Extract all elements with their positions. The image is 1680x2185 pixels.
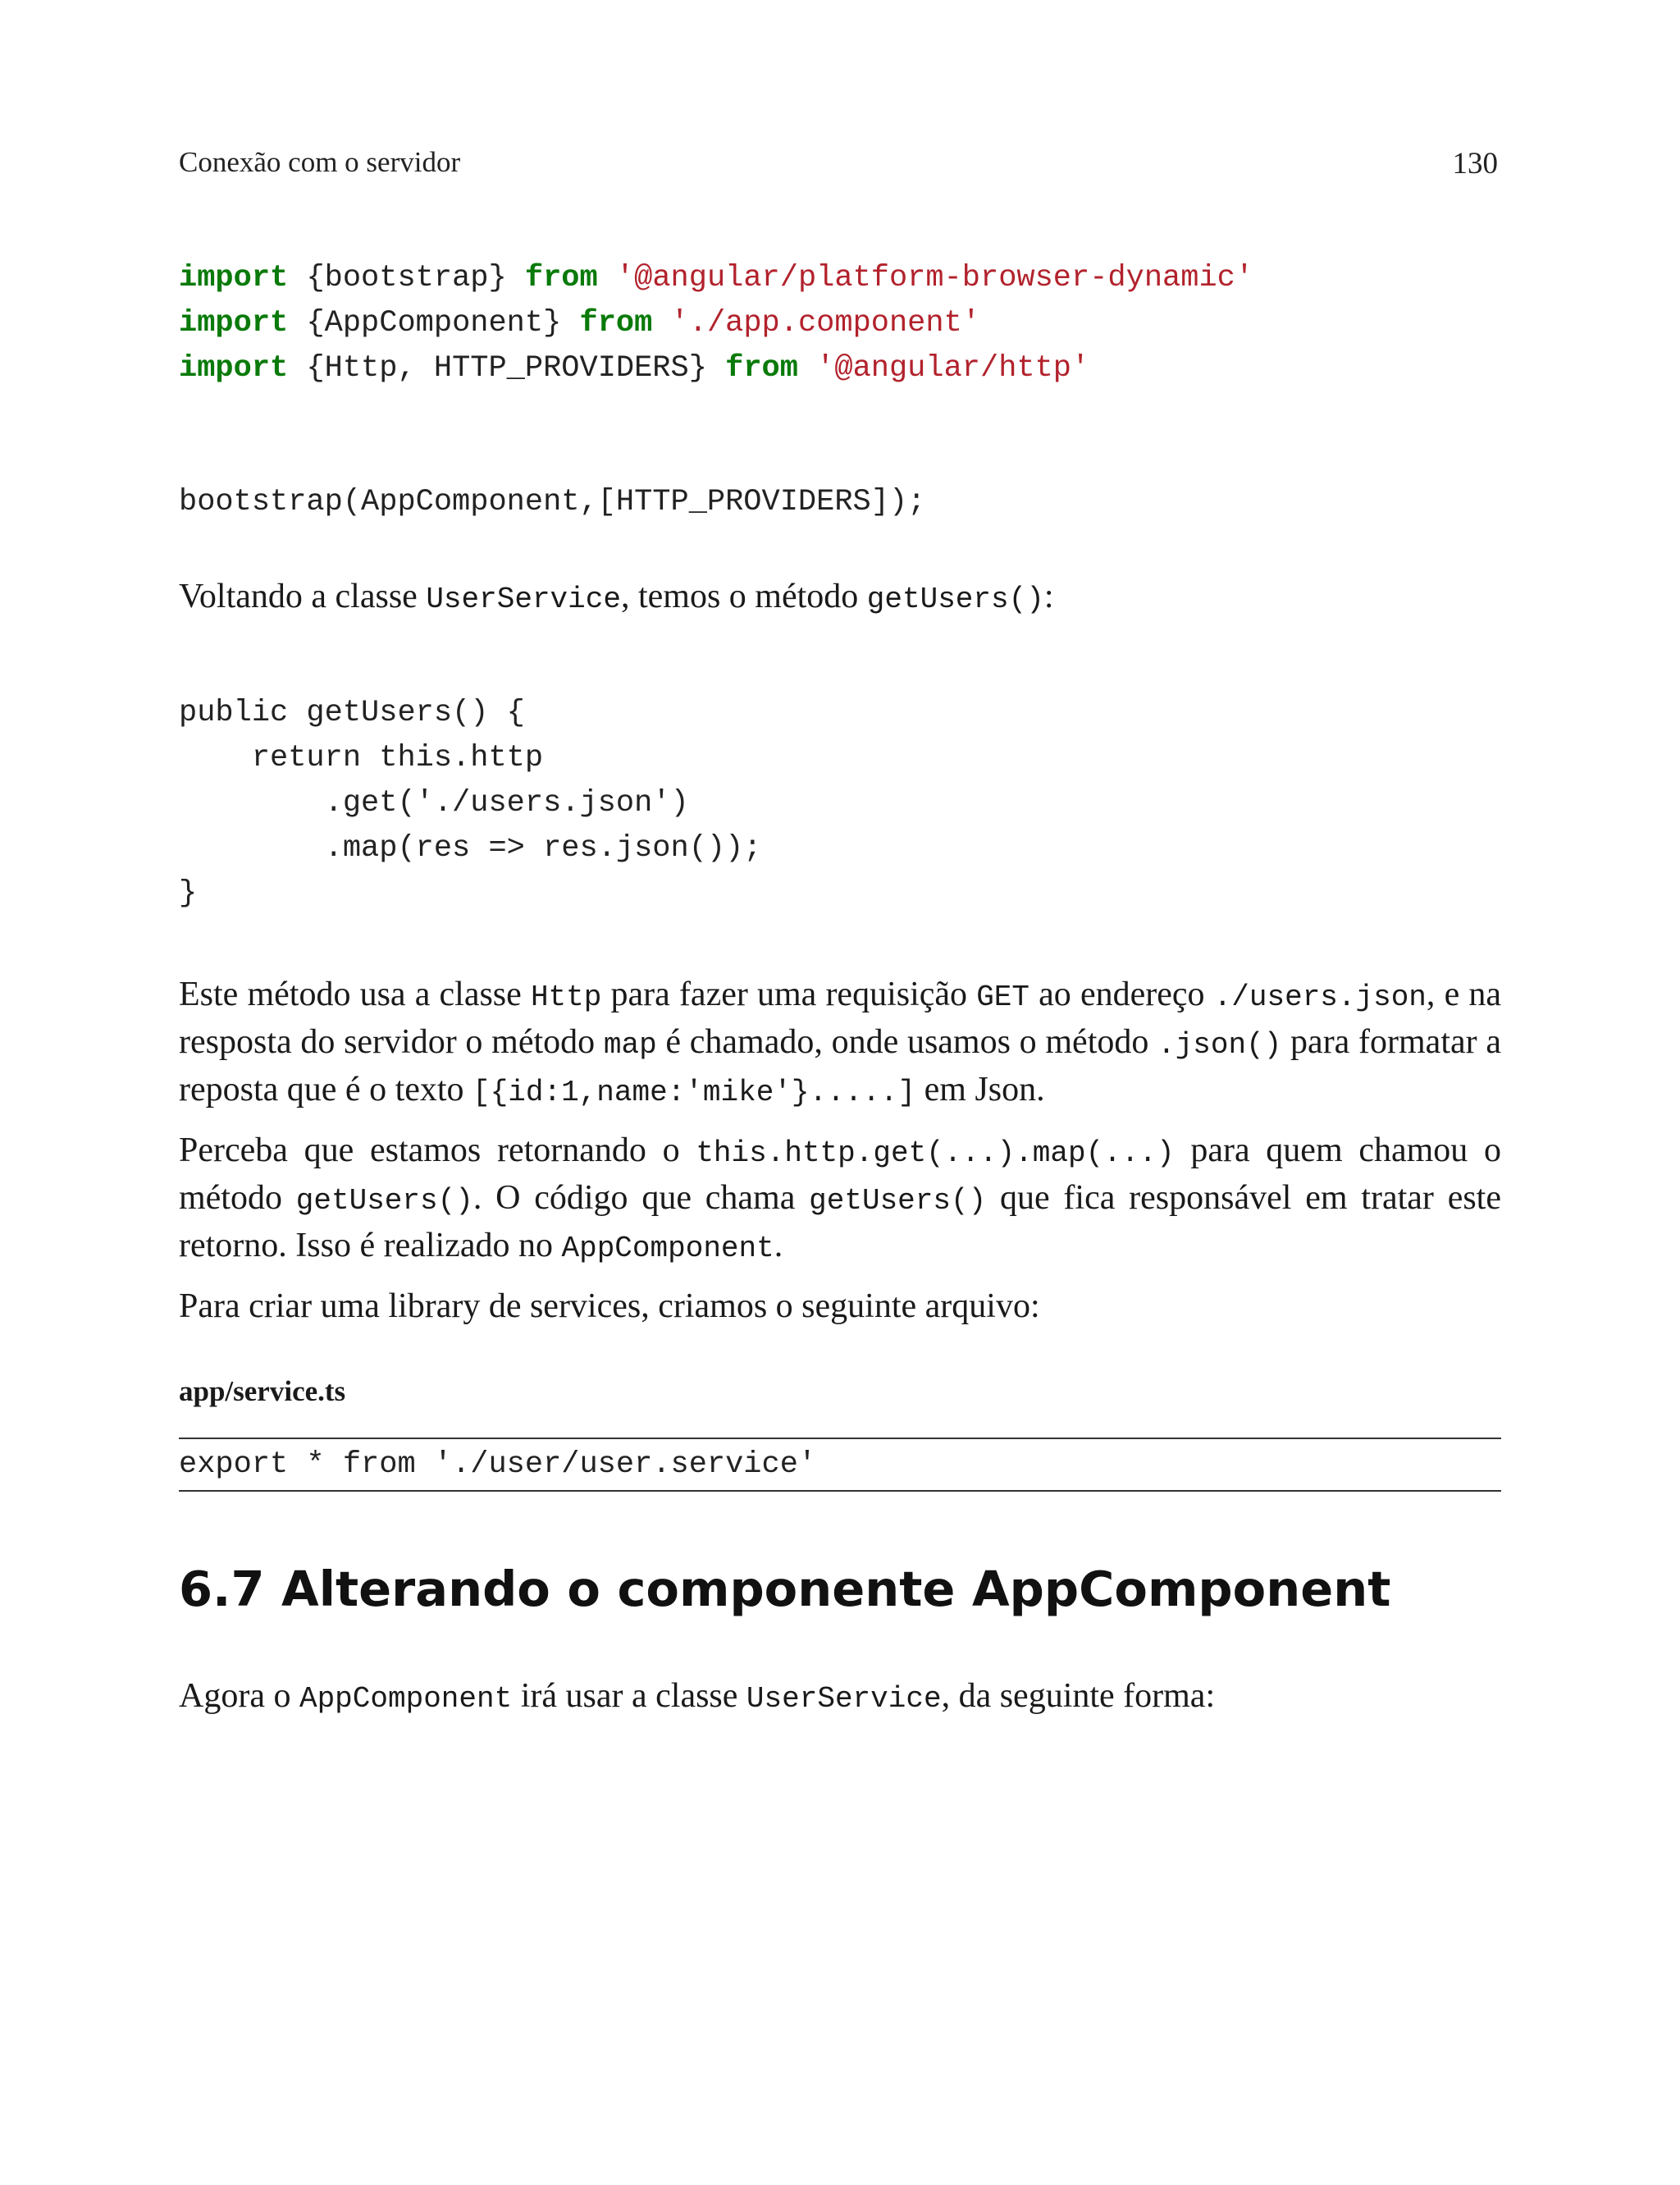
code-line: import {Http, HTTP_PROVIDERS} from '@angular/http' [179,351,1090,386]
paragraph-metodo: Este método usa a classe Http para fazer uma requisição GET ao endereço ./users.json, e na resposta do servidor o método map é chamado, onde usamos o método .json() para formatar a reposta que é o texto [{id:1,name:'mike'}.....] em Json. [179,976,1502,1109]
code-line: import {bootstrap} from '@angular/platform-browser-dynamic' [179,261,1254,295]
paragraph-library: Para criar uma library de services, criamos o seguinte arquivo: [179,1287,1040,1325]
paragraph-agora: Agora o AppComponent irá usar a classe UserService, da seguinte forma: [179,1677,1216,1716]
code-block-bootstrap: bootstrap(AppComponent,[HTTP_PROVIDERS]); [179,485,926,519]
section-heading: 6.7 Alterando o componente AppComponent [179,1561,1391,1617]
file-label: app/service.ts [179,1375,346,1407]
page-number: 130 [1452,147,1498,181]
running-title: Conexão com o servidor [179,146,461,178]
code-line: import {AppComponent} from './app.component' [179,306,980,341]
code-block-export: export * from './user/user.service' [179,1438,1501,1492]
code-block-getusers: public getUsers() { return this.http .get('./users.json') .map(res => res.json()); } [179,696,762,911]
code-block-imports [179,256,1253,391]
paragraph-perceba: Perceba que estamos retornando o this.http.get(...).map(...) para quem chamou o método getUsers(). O código que chama getUsers() que fica responsável em tratar este retorno. Isso é realizado no AppComponent. [179,1131,1501,1265]
paragraph-voltando: Voltando a classe UserService, temos o método getUsers(): [179,578,1054,616]
